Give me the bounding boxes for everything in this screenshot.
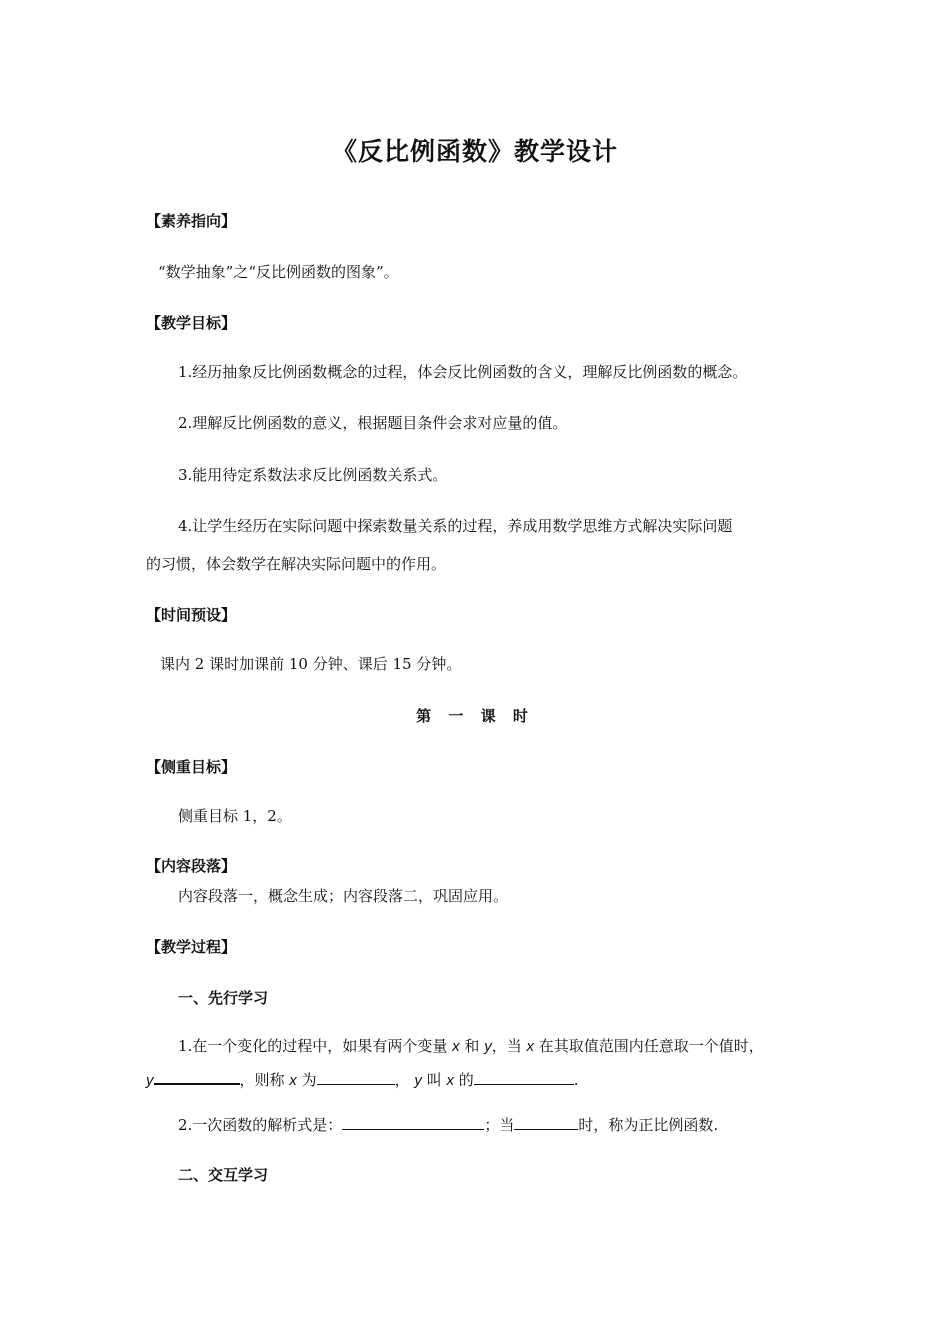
part2-heading: 二、交互学习: [178, 1166, 269, 1184]
q1-end: .: [573, 1071, 579, 1089]
goal-item-2: 2.理解反比例函数的意义，根据题目条件会求对应量的值。: [178, 414, 568, 432]
q2-text-b: ；当: [484, 1116, 515, 1134]
q1-text-a: 1.在一个变化的过程中，如果有两个变量: [178, 1037, 448, 1055]
goal-item-4-cont: 的习惯，体会数学在解决实际问题中的作用。: [146, 555, 447, 573]
content-heading: 【内容段落】: [146, 857, 237, 875]
q1-text-d: ，则称: [239, 1071, 285, 1089]
focus-text: 侧重目标 1，2。: [178, 807, 292, 825]
answer-blank-5[interactable]: [514, 1114, 578, 1130]
var-y: y: [484, 1038, 492, 1055]
goal-item-3: 3.能用待定系数法求反比例函数关系式。: [178, 466, 448, 484]
question-1-line-2: [146, 1068, 579, 1091]
question-1-line-1: [178, 1036, 764, 1057]
goals-heading: 【教学目标】: [146, 314, 237, 332]
question-2: [178, 1114, 718, 1135]
q1-text-e: 为: [301, 1071, 317, 1089]
answer-blank-4[interactable]: [342, 1114, 484, 1130]
q1-text-h: 的: [458, 1071, 474, 1089]
q2-text-a: 2.一次函数的解析式是：: [178, 1116, 343, 1134]
part1-heading: 一、先行学习: [178, 989, 269, 1007]
var-x: x: [446, 1072, 454, 1089]
goal-item-1: 1.经历抽象反比例函数概念的过程，体会反比例函数的含义，理解反比例函数的概念。: [178, 363, 748, 381]
time-heading: 【时间预设】: [146, 606, 237, 624]
answer-blank-3[interactable]: [474, 1069, 574, 1085]
process-heading: 【教学过程】: [146, 938, 237, 956]
literacy-heading: 【素养指向】: [146, 212, 237, 230]
lesson-title: 第 一 课 时: [416, 707, 534, 725]
literacy-text: “数学抽象”之“反比例函数的图象”。: [158, 263, 399, 281]
q2-text-c: 时，称为正比例函数.: [578, 1116, 719, 1134]
time-text: 课内 2 课时加课前 10 分钟、课后 15 分钟。: [160, 655, 462, 673]
q1-text-g: 叫: [426, 1071, 442, 1089]
var-x: x: [289, 1072, 297, 1089]
answer-blank-1[interactable]: [154, 1068, 240, 1085]
var-x: x: [526, 1038, 534, 1055]
var-y: y: [146, 1072, 154, 1089]
document-title: 《反比例函数》教学设计: [331, 137, 618, 166]
q1-text-b: ，当: [491, 1037, 522, 1055]
focus-heading: 【侧重目标】: [146, 758, 237, 776]
content-text: 内容段落一，概念生成；内容段落二，巩固应用。: [178, 887, 509, 905]
var-x: x: [452, 1038, 460, 1055]
var-y: y: [414, 1072, 422, 1089]
q1-text-c: 在其取值范围内任意取一个值时，: [538, 1037, 764, 1055]
q1-text-f: ，: [394, 1071, 410, 1089]
q1-text-and: 和: [464, 1037, 480, 1055]
goal-item-4: 4.让学生经历在实际问题中探索数量关系的过程，养成用数学思维方式解决实际问题: [178, 517, 733, 535]
answer-blank-2[interactable]: [317, 1069, 395, 1085]
